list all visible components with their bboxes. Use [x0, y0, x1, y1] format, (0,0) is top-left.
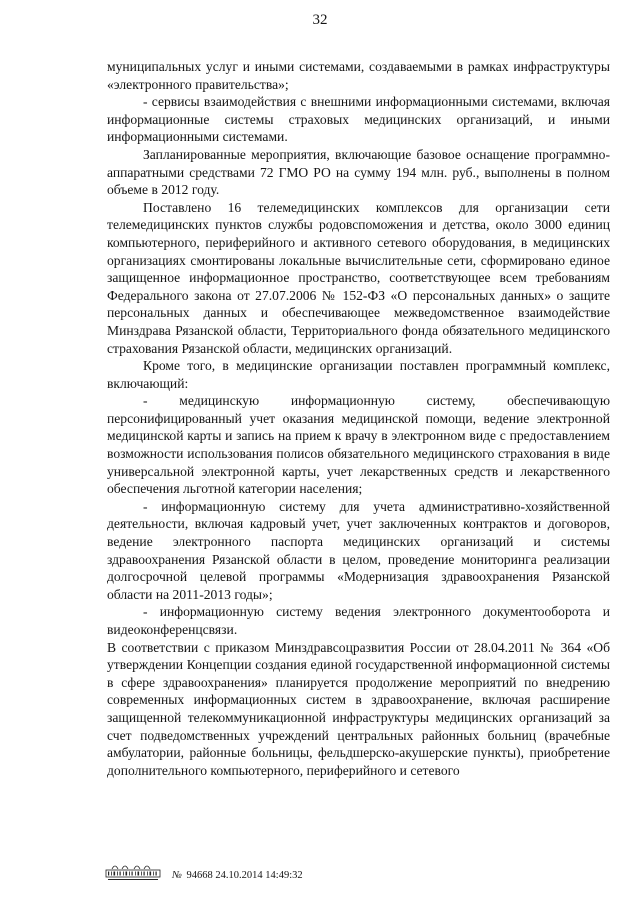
paragraph-5: - медицинскую информационную систему, обеспечивающую персонифицированный учет оказания медицинской помощи, ведение электронной медицинской карты и запись на прием к врачу в электронном виде с предоставлением возможности использования полисов обязательного медицинского страхования в виде универсальной электронной карты, учет лекарственных средств и лекарственного обеспечения льготной категории населения;	[107, 393, 610, 497]
paragraph-3: Поставлено 16 телемедицинских комплексов для организации сети телемедицинских пунктов службы родовспоможения и детства, около 3000 единиц компьютерного, периферийного и активного сетевого оборудования, в медицинских организациях смонтированы локальные вычислительные сети, сформировано единое защищенное информационное пространство, соответствующее всем требованиям Федерального закона от 27.07.2006 № 152-ФЗ «О персональных данных» о защите персональных данных и обеспечивающее межведомственное взаимодействие Минздрава Рязанской области, Территориального фонда обязательного медицинского страхования Рязанской области, медицинских организаций.	[107, 199, 610, 356]
registration-code	[172, 870, 303, 881]
page-number: 32	[312, 12, 328, 28]
registration-mark: №	[172, 870, 182, 881]
paragraph-2: Запланированные мероприятия, включающие базовое оснащение программно-аппаратными средствами 72 ГМО РО на сумму 194 млн. руб., выполнены в полном объеме в 2012 году.	[107, 146, 610, 198]
barcode-stamp-icon	[104, 859, 162, 883]
paragraph-0: муниципальных услуг и иными системами, создаваемыми в рамках инфраструктуры «электронного правительства»;	[107, 59, 610, 92]
paragraph-6: - информационную систему для учета административно-хозяйственной деятельности, включая кадровый учет, учет заключенных контрактов и договоров, ведение электронного паспорта медицинских организаций и системы здравоохранения Рязанской области в целом, проведение мониторинга реализации долгосрочной целевой программы «Модернизация здравоохранения Рязанской области на 2011-2013 годы»;	[107, 498, 610, 602]
paragraph-7: - информационную систему ведения электронного документооборота и видеоконференцсвязи.	[107, 604, 610, 637]
document-footer	[104, 857, 303, 883]
paragraph-4: Кроме того, в медицинские организации поставлен программный комплекс, включающий:	[107, 358, 610, 391]
registration-number: 94668	[186, 870, 213, 881]
document-body	[107, 58, 610, 779]
paragraph-8: В соответствии с приказом Минздравсоцразвития России от 28.04.2011 № 364 «Об утверждении Концепции создания единой государственной информационной системы в сфере здравоохранения» планируется продолжение мероприятий по внедрению современных информационных систем в здравоохранение, включая расширение защищенной телекоммуникационной инфраструктуры медицинских организаций за счет подведомственных учреждений центральных районных больниц (врачебные амбулатории, районные больницы, фельдшерско-акушерские пункты), приобретение дополнительного компьютерного, периферийного и сетевого	[107, 639, 610, 778]
registration-timestamp: 24.10.2014 14:49:32	[215, 870, 303, 881]
paragraph-1: - сервисы взаимодействия с внешними информационными системами, включая информационные системы страховых медицинских организаций, и иными информационными системами.	[107, 94, 610, 145]
